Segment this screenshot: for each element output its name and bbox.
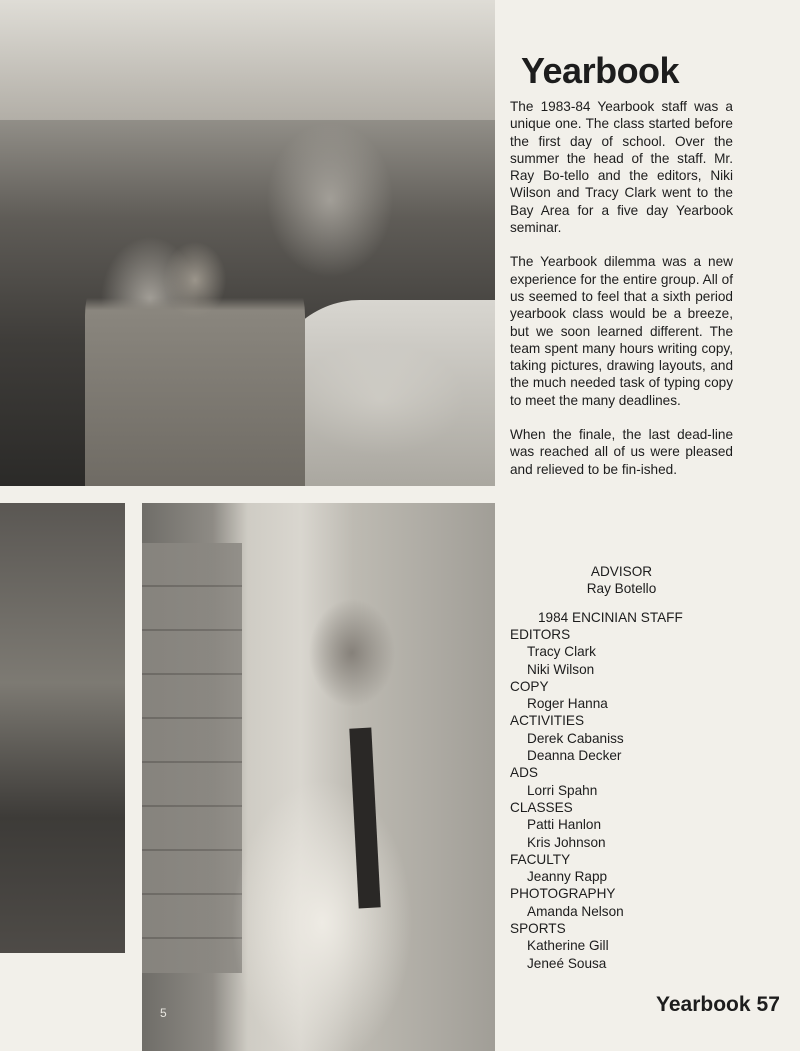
left-photo xyxy=(0,503,125,953)
photo-advisor-figure xyxy=(85,235,305,486)
paragraph: The 1983-84 Yearbook staff was a unique one. The class started before the first day of school. Over the summer the head of the staff. Mr. Ray Bo-tello and the editors, Niki Wilson and Tracy Clark went to the Bay Area for a five day Yearbook seminar. xyxy=(510,99,733,236)
staff-member: Niki Wilson xyxy=(527,661,595,677)
staff-heading: 1984 ENCINIAN STAFF xyxy=(538,610,683,625)
page-footer xyxy=(650,993,780,1017)
advisor-photo xyxy=(142,503,495,1051)
staff-section: EDITORS xyxy=(510,627,571,642)
staff-member: Deanna Decker xyxy=(527,748,622,764)
staff-member: Derek Cabaniss xyxy=(527,730,624,746)
group-photo xyxy=(0,0,495,486)
footer-label: Yearbook xyxy=(656,993,751,1016)
staff-member: Katherine Gill xyxy=(527,938,609,954)
staff-member: Roger Hanna xyxy=(527,696,608,712)
staff-section: PHOTOGRAPHY xyxy=(510,886,616,902)
photo-man-figure xyxy=(202,563,462,1051)
advisor-name: Ray Botello xyxy=(586,581,657,597)
page-number: 57 xyxy=(756,993,780,1016)
staff-member: Amanda Nelson xyxy=(527,903,624,919)
staff-member: Jeanny Rapp xyxy=(527,869,608,885)
staff-list xyxy=(510,626,624,972)
staff-member: Lorri Spahn xyxy=(527,782,598,798)
staff-section: FACULTY xyxy=(510,851,571,867)
staff-section: SPORTS xyxy=(510,921,566,937)
paragraph: When the finale, the last dead-line was reached all of us were pleased and relieved to be fin-ished. xyxy=(510,427,733,477)
advisor-block xyxy=(510,563,733,598)
page-title: Yearbook xyxy=(521,50,680,91)
staff-member: Jeneé Sousa xyxy=(527,955,607,971)
staff-section: ACTIVITIES xyxy=(510,713,585,729)
article-body xyxy=(510,98,733,495)
photo-sky xyxy=(0,0,495,120)
photo-number: 5 xyxy=(160,1006,167,1020)
advisor-heading: ADVISOR xyxy=(590,564,653,579)
paragraph: The Yearbook dilemma was a new experience for the entire group. All of us seemed to feel that a sixth period yearbook class would be a breeze, but we soon learned different. The team spent many hours writing copy, taking pictures, drawing layouts, and the much needed task of typing copy to meet the many deadlines. xyxy=(510,254,733,408)
staff-section: CLASSES xyxy=(510,799,573,815)
staff-section: ADS xyxy=(510,765,538,781)
staff-member: Kris Johnson xyxy=(527,834,606,850)
staff-section: COPY xyxy=(510,678,549,694)
staff-member: Tracy Clark xyxy=(527,644,596,660)
staff-member: Patti Hanlon xyxy=(527,817,602,833)
